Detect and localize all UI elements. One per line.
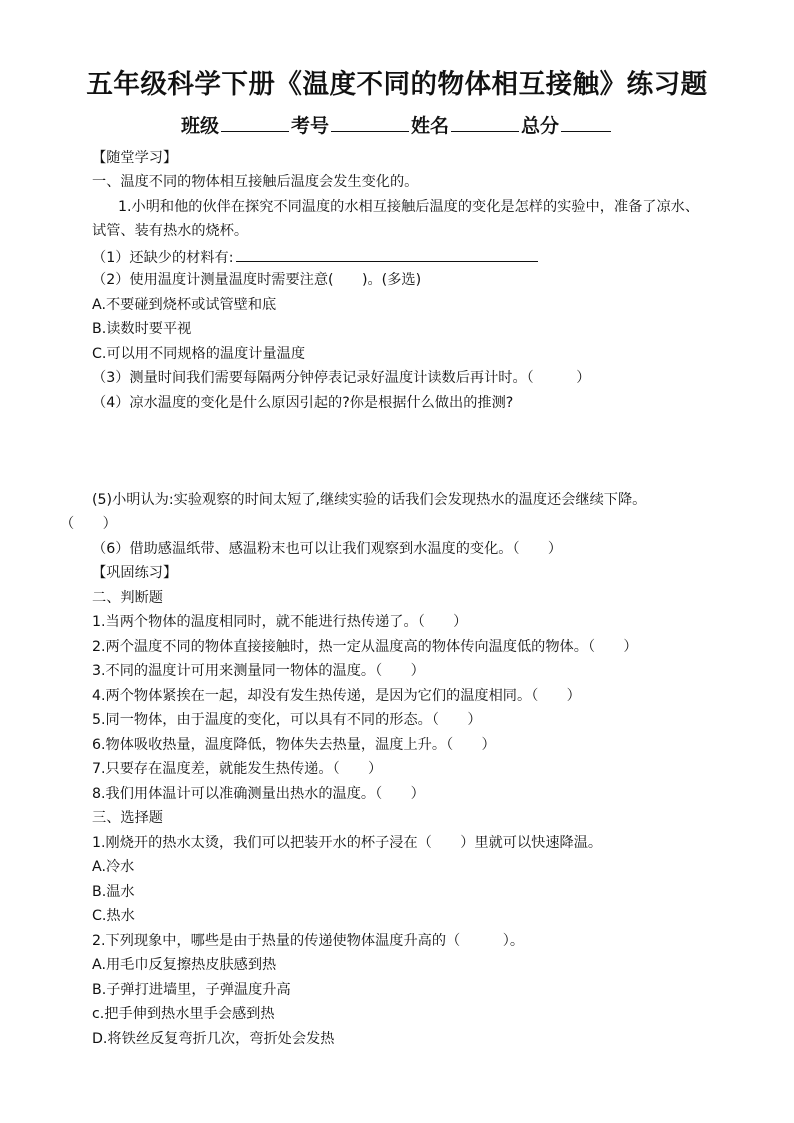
choice-q1-option: A.冷水 [92,859,135,875]
q1-sub2-option-a: A.不要碰到烧杯或试管壁和底 [92,297,277,313]
judge-item: 2.两个温度不同的物体直接接触时，热一定从温度高的物体传向温度低的物体。（ ） [92,639,638,655]
choice-q1-option: C.热水 [92,908,135,924]
q1-sub3: （3）测量时间我们需要每隔两分钟停表记录好温度计读数后再计时。（ ） [92,370,591,386]
q1-stem-line1: 1.小明和他的伙伴在探究不同温度的水相互接触后温度的变化是怎样的实验中，准备了凉水、 [118,199,700,215]
judge-item: 3.不同的温度计可用来测量同一物体的温度。（ ） [92,663,425,679]
exam-no-blank[interactable] [331,113,409,132]
q1-sub2-option-c: C.可以用不同规格的温度计量温度 [92,346,306,362]
name-label: 姓名 [411,115,450,137]
choice-q2-option: D.将铁丝反复弯折几次，弯折处会发热 [92,1031,335,1047]
class-blank[interactable] [221,113,289,132]
q1-sub6: （6）借助感温纸带、感温粉末也可以让我们观察到水温度的变化。（ ） [92,541,563,557]
choice-q2-option: B.子弹打进墙里，子弹温度升高 [92,982,291,998]
q1-stem-line2: 试管、装有热水的烧杯。 [92,223,249,239]
q1-sub5-line2: （ ） [60,516,117,532]
exam-no-label: 考号 [290,115,329,137]
class-label: 班级 [180,115,219,137]
section-heading-practice: 【巩固练习】 [92,565,178,581]
q1-sub5-line1: (5)小明认为:实验观察的时间太短了,继续实验的话我们会发现热水的温度还会继续下降。 [92,492,647,508]
part3-title: 三、选择题 [92,810,163,826]
judge-item: 5.同一物体，由于温度的变化，可以具有不同的形态。（ ） [92,712,482,728]
section-heading-study: 【随堂学习】 [92,150,178,166]
judge-item: 7.只要存在温度差，就能发生热传递。（ ） [92,761,383,777]
choice-q1-option: B.温水 [92,884,135,900]
judge-item: 1.当两个物体的温度相同时，就不能进行热传递了。（ ） [92,614,468,630]
q1-sub1-text: （1）还缺少的材料有: [92,250,234,266]
q1-sub1-answer-blank[interactable] [236,246,538,262]
choice-q2-option: A.用毛巾反复擦热皮肤感到热 [92,957,277,973]
q1-sub2-option-b: B.读数时要平视 [92,321,192,337]
score-blank[interactable] [561,113,611,132]
score-label: 总分 [521,115,560,137]
part1-title: 一、温度不同的物体相互接触后温度会发生变化的。 [92,174,419,190]
judge-item: 6.物体吸收热量，温度降低，物体失去热量，温度上升。（ ） [92,737,496,753]
student-info-row [0,111,794,138]
q1-sub1 [92,246,538,268]
choice-q2-option: c.把手伸到热水里手会感到热 [92,1006,275,1022]
choice-q1-stem: 1.刚烧开的热水太烫，我们可以把装开水的杯子浸在（ ）里就可以快速降温。 [92,835,603,851]
q1-sub4: （4）凉水温度的变化是什么原因引起的?你是根据什么做出的推测? [92,395,514,411]
q1-sub2: （2）使用温度计测量温度时需要注意( )。(多选) [92,272,422,288]
name-blank[interactable] [451,113,519,132]
choice-q2-stem: 2.下列现象中，哪些是由于热量的传递使物体温度升高的（ ）。 [92,933,525,949]
part2-title: 二、判断题 [92,590,163,606]
judge-item: 8.我们用体温计可以准确测量出热水的温度。（ ） [92,786,425,802]
page-title: 五年级科学下册《温度不同的物体相互接触》练习题 [86,69,708,100]
judge-item: 4.两个物体紧挨在一起，却没有发生热传递，是因为它们的温度相同。（ ） [92,688,581,704]
